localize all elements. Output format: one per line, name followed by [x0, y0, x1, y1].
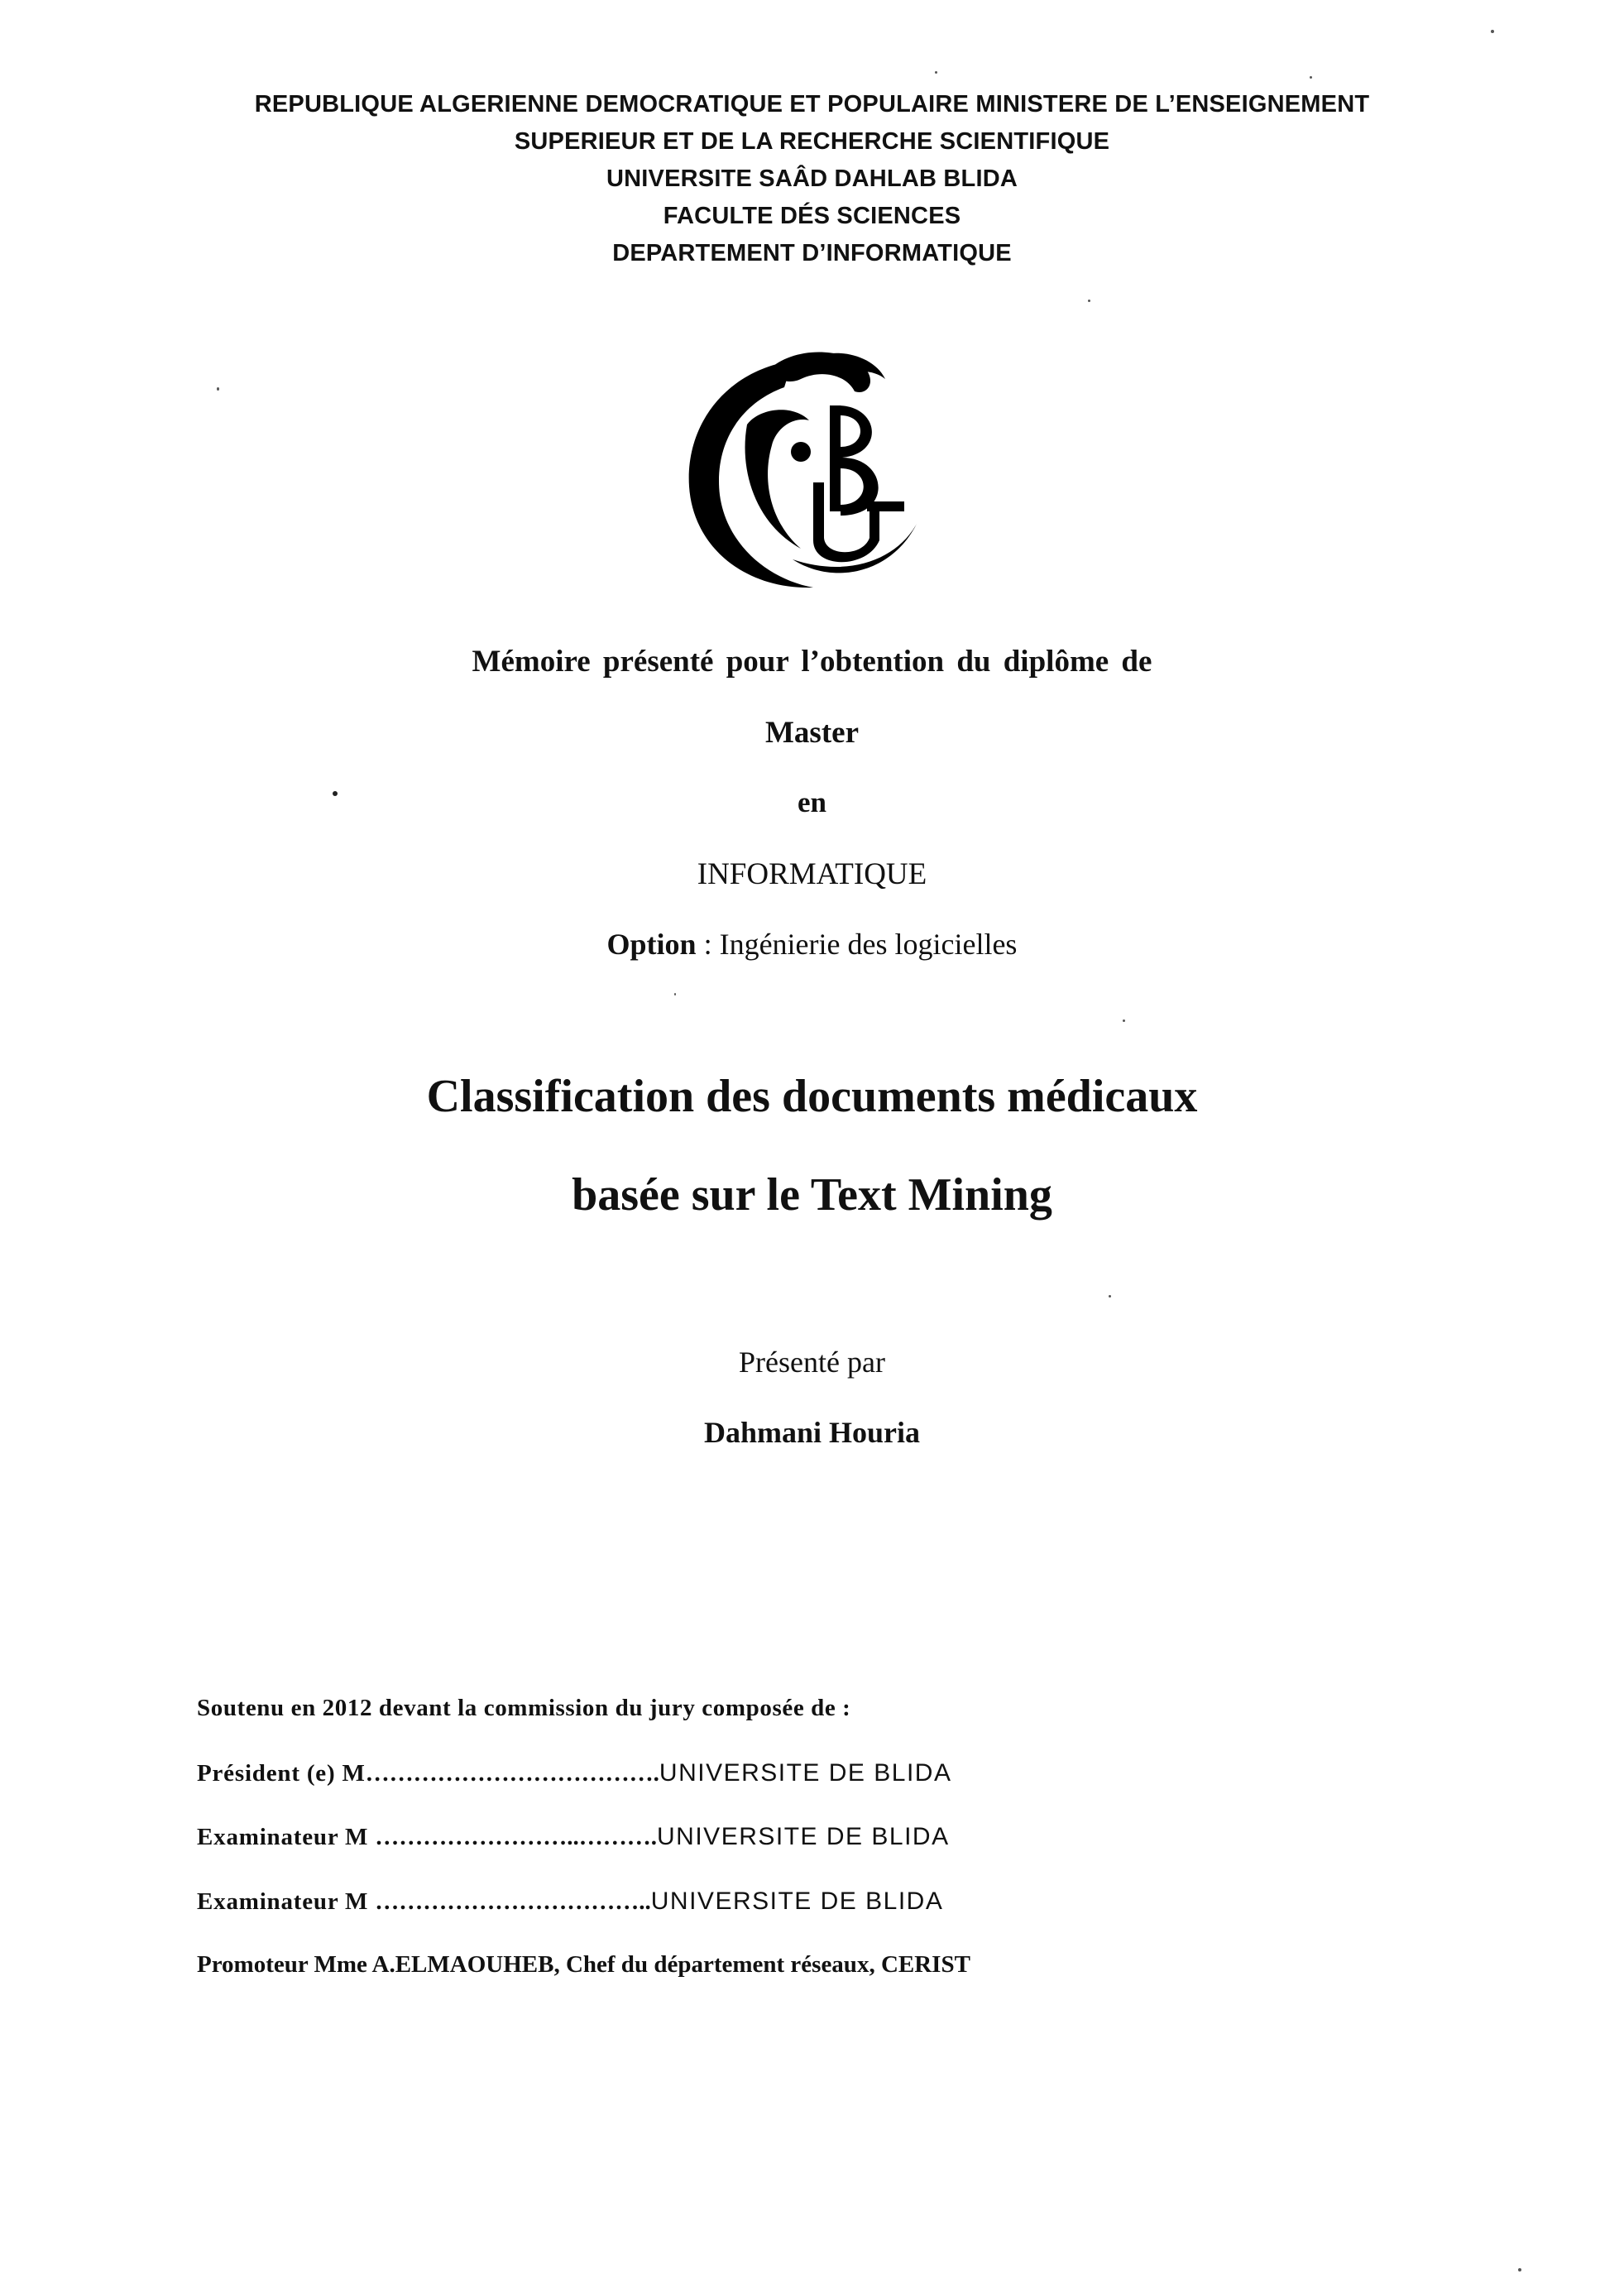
option-label: Option	[606, 928, 697, 961]
jury-intro: Soutenu en 2012 devant la commission du jury composée de :	[197, 1695, 851, 1721]
jury-affiliation: UNIVERSITE DE BLIDA	[650, 1888, 944, 1915]
jury-member-president	[197, 1759, 951, 1787]
scan-speck	[333, 791, 338, 796]
jury-role: Président (e) M	[197, 1760, 366, 1787]
university-logo-icon	[668, 346, 933, 598]
scan-speck	[674, 993, 676, 995]
jury-role: Examinateur M	[197, 1824, 376, 1850]
jury-member-examiner-1	[197, 1823, 950, 1851]
jury-supervisor: Promoteur Mme A.ELMAOUHEB, Chef du département réseaux, CERIST	[197, 1951, 970, 1978]
header-line-ministry: SUPERIEUR ET DE LA RECHERCHE SCIENTIFIQUE	[514, 128, 1110, 155]
thesis-title-line2: basée sur le Text Mining	[572, 1169, 1052, 1221]
presented-by-label: Présenté par	[739, 1346, 885, 1379]
option-line	[0, 927, 1624, 962]
header-line-republic: REPUBLIQUE ALGERIENNE DEMOCRATIQUE ET POPULAIRE MINISTERE DE L’ENSEIGNEMENT	[254, 91, 1370, 118]
field-name: INFORMATIQUE	[697, 857, 927, 891]
diploma-statement: Mémoire présenté pour l’obtention du diplôme de	[472, 645, 1152, 679]
jury-role: Examinateur M	[197, 1888, 376, 1915]
degree-name: Master	[765, 716, 859, 750]
jury-dots: ……………………..……….	[375, 1824, 658, 1850]
jury-member-examiner-2	[197, 1888, 943, 1916]
scan-speck	[1109, 1295, 1111, 1298]
degree-connector: en	[798, 786, 826, 818]
header-line-department: DEPARTEMENT D’INFORMATIQUE	[612, 240, 1012, 266]
scan-speck	[1491, 30, 1494, 33]
jury-dots: ……………………………..	[375, 1888, 651, 1915]
jury-dots: ……………………………….	[365, 1760, 659, 1787]
jury-affiliation: UNIVERSITE DE BLIDA	[659, 1759, 952, 1787]
scan-speck	[1518, 2268, 1521, 2271]
scan-speck	[1123, 1019, 1125, 1022]
jury-affiliation: UNIVERSITE DE BLIDA	[657, 1823, 950, 1850]
institution-header	[0, 86, 1624, 272]
scan-speck	[217, 387, 219, 391]
header-line-faculty: FACULTE DÉS SCIENCES	[663, 203, 961, 229]
header-line-university: UNIVERSITE SAÂD DAHLAB BLIDA	[606, 165, 1018, 192]
scan-speck	[1088, 300, 1090, 302]
scan-speck	[1310, 76, 1312, 79]
thesis-title-line1: Classification des documents médicaux	[426, 1071, 1198, 1122]
author-name: Dahmani Houria	[703, 1416, 921, 1449]
scan-speck	[935, 71, 937, 74]
option-value: : Ingénierie des logicielles	[696, 928, 1018, 961]
